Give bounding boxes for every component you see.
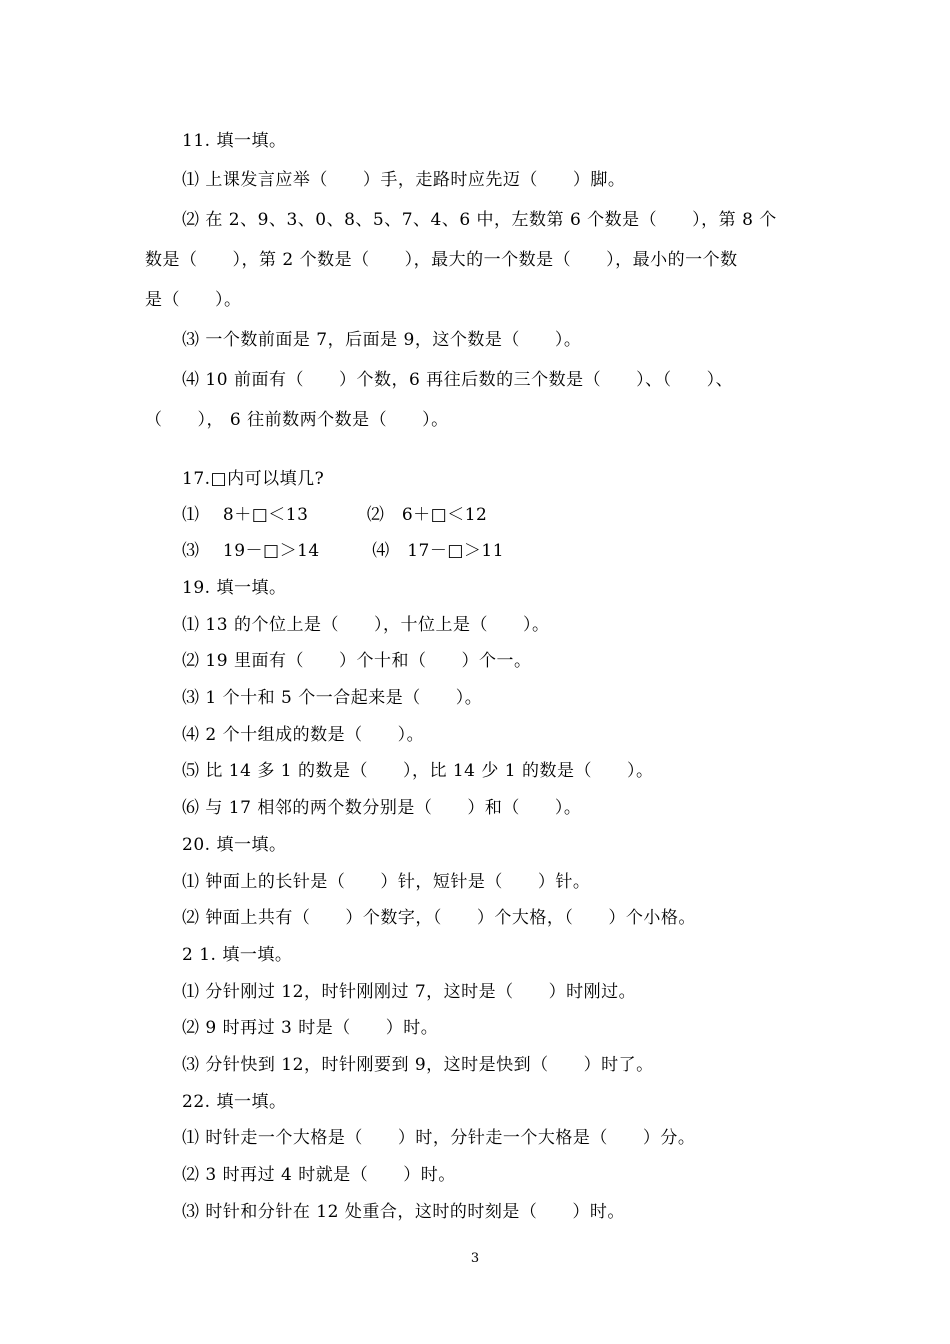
section-21-q1: ⑴ 分针刚过 12，时针刚刚过 7，这时是（ ）时刚过。 (182, 982, 637, 1002)
section-11-q4-line1: ⑷ 10 前面有（ ）个数，6 再往后数的三个数是（ ）、（ ）、 (182, 370, 734, 390)
section-11-q2-line3: 是（ ）。 (145, 290, 242, 310)
section-17-row2: ⑶ 19－□＞14 ⑷ 17－□＞11 (182, 541, 505, 561)
section-19-heading: 19. 填一填。 (182, 578, 287, 598)
section-11-q4-line2: （ ）， 6 往前数两个数是（ ）。 (145, 410, 449, 430)
section-21-heading: 2 1. 填一填。 (182, 945, 293, 965)
section-21-q2: ⑵ 9 时再过 3 时是（ ）时。 (182, 1018, 439, 1038)
section-17-row1: ⑴ 8＋□＜13 ⑵ 6＋□＜12 (182, 505, 488, 525)
section-19-q2: ⑵ 19 里面有（ ）个十和（ ）个一。 (182, 651, 532, 671)
section-11-q2-line2: 数是（ ），第 2 个数是（ ），最大的一个数是（ ），最小的一个数 (145, 250, 738, 270)
section-22-q2: ⑵ 3 时再过 4 时就是（ ）时。 (182, 1165, 456, 1185)
section-19-q4: ⑷ 2 个十组成的数是（ ）。 (182, 725, 425, 745)
section-21-q3: ⑶ 分针快到 12，时针刚要到 9，这时是快到（ ）时了。 (182, 1055, 654, 1075)
section-20-heading: 20. 填一填。 (182, 835, 287, 855)
section-20-q2: ⑵ 钟面上共有（ ）个数字，（ ）个大格，（ ）个小格。 (182, 908, 696, 928)
section-17-heading: 17.□内可以填几? (182, 469, 325, 489)
section-11-q2-line1: ⑵ 在 2、9、3、0、8、5、7、4、6 中，左数第 6 个数是（ ），第 8 个 (182, 210, 777, 230)
section-19-q5: ⑸ 比 14 多 1 的数是（ ），比 14 少 1 的数是（ ）。 (182, 761, 654, 781)
section-11-heading: 11. 填一填。 (182, 131, 287, 151)
section-19-q3: ⑶ 1 个十和 5 个一合起来是（ ）。 (182, 688, 483, 708)
section-22-q1: ⑴ 时针走一个大格是（ ）时，分针走一个大格是（ ）分。 (182, 1128, 696, 1148)
section-19-q6: ⑹ 与 17 相邻的两个数分别是（ ）和（ ）。 (182, 798, 582, 818)
section-19-q1: ⑴ 13 的个位上是（ ），十位上是（ ）。 (182, 615, 550, 635)
section-20-q1: ⑴ 钟面上的长针是（ ）针，短针是（ ）针。 (182, 872, 591, 892)
page-number: 3 (470, 1251, 480, 1266)
section-22-heading: 22. 填一填。 (182, 1092, 287, 1112)
section-11-q3: ⑶ 一个数前面是 7，后面是 9，这个数是（ ）。 (182, 330, 582, 350)
section-11-q1: ⑴ 上课发言应举（ ）手，走路时应先迈（ ）脚。 (182, 170, 626, 190)
section-22-q3: ⑶ 时针和分针在 12 处重合，这时的时刻是（ ）时。 (182, 1202, 625, 1222)
